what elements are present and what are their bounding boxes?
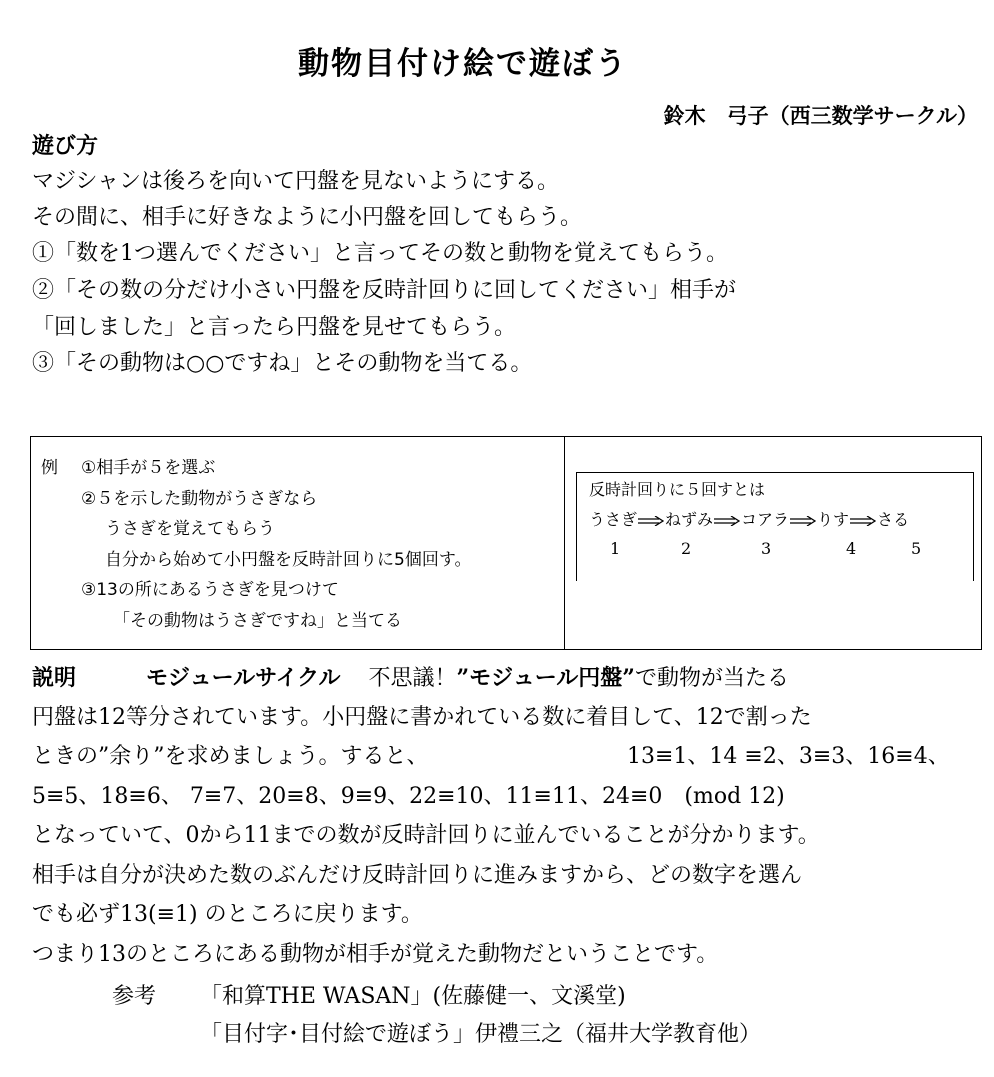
reference-item: 「目付字･目付絵で遊ぼう」伊禮三之（福井大学教育他） [200,1022,762,1047]
congruence-line: 5≡5、18≡6、 7≡7、20≡8、9≡9、22≡10、11≡11、24≡0 (mod 12) [32,784,785,809]
page-title: 動物目付け絵で遊ぼう [298,46,628,82]
step-number: 3 [761,539,772,558]
example-label: 例 [41,458,58,478]
reference-item: 「和算THE WASAN」(佐藤健一、文溪堂) [200,984,626,1009]
animal-label: ねずみ [665,510,714,529]
rule-line: その間に、相手に好きなように小円盤を回してもらう。 [32,205,583,230]
explanation-tagline-bold: ”モジュール円盤” [456,665,635,691]
animal-label: りす [817,510,850,529]
double-arrow-icon [638,516,664,526]
section-heading-how-to-play: 遊び方 [32,133,99,159]
step-number: 5 [911,539,922,558]
explanation-tagline: 不思議！ [368,666,457,691]
references-label: 参考 [112,984,157,1009]
rule-line: マジシャンは後ろを向いて円盤を見ないようにする。 [32,169,560,194]
example-step: ①相手が５を選ぶ [81,458,216,478]
rotation-title: 反時計回りに５回すとは [589,480,766,499]
example-step: 自分から始めて小円盤を反時計回りに5個回す。 [105,550,472,570]
explanation-line: 円盤は12等分されています。小円盤に書かれている数に着目して、12で割った [32,705,812,730]
explanation-tagline-end: で動物が当たる [634,666,789,691]
step-number: 4 [846,539,857,558]
example-step: ②５を示した動物がうさぎなら [81,489,318,509]
explanation-line: となっていて、0から11までの数が反時計回りに並んでいることが分かります。 [32,823,820,848]
congruence-line: 13≡1、14 ≡2、3≡3、16≡4、 [627,744,950,769]
step-number: 2 [681,539,692,558]
example-step: ③13の所にあるうさぎを見つけて [81,580,339,600]
explanation-line: 相手は自分が決めた数のぶんだけ反時計回りに進みますから、どの数字を選ん [32,863,803,888]
explanation-label: 説明 [32,665,77,691]
example-box [30,436,982,650]
explanation-line: でも必ず13(≡1) のところに戻ります。 [32,902,423,927]
rule-line: ②「その数の分だけ小さい円盤を反時計回りに回してください」相手が [32,278,737,303]
explanation-line: ときの”余り”を求めましょう。すると、 [32,744,429,769]
author-line: 鈴木 弓子（西三数学サークル） [663,103,978,128]
example-step: うさぎを覚えてもらう [105,519,275,539]
example-step: 「その動物はうさぎですね」と当てる [113,611,402,631]
animal-sequence [589,507,909,530]
explanation-subtitle: モジュールサイクル [146,665,341,691]
explanation-header [32,661,789,692]
rotation-panel [576,472,974,581]
example-divider [564,437,565,649]
animal-label: さる [877,510,910,529]
step-number: 1 [610,539,621,558]
double-arrow-icon [850,516,876,526]
rule-line: 「回しました」と言ったら円盤を見せてもらう。 [32,315,517,340]
rule-line: ①「数を1つ選んでください」と言ってその数と動物を覚えてもらう。 [32,241,728,266]
animal-label: うさぎ [589,510,638,529]
double-arrow-icon [790,516,816,526]
explanation-line: つまり13のところにある動物が相手が覚えた動物だということです。 [32,942,719,967]
double-arrow-icon [714,516,740,526]
animal-label: コアラ [741,510,790,529]
rule-line: ③「その動物は○○ですね」とその動物を当てる。 [32,351,533,376]
